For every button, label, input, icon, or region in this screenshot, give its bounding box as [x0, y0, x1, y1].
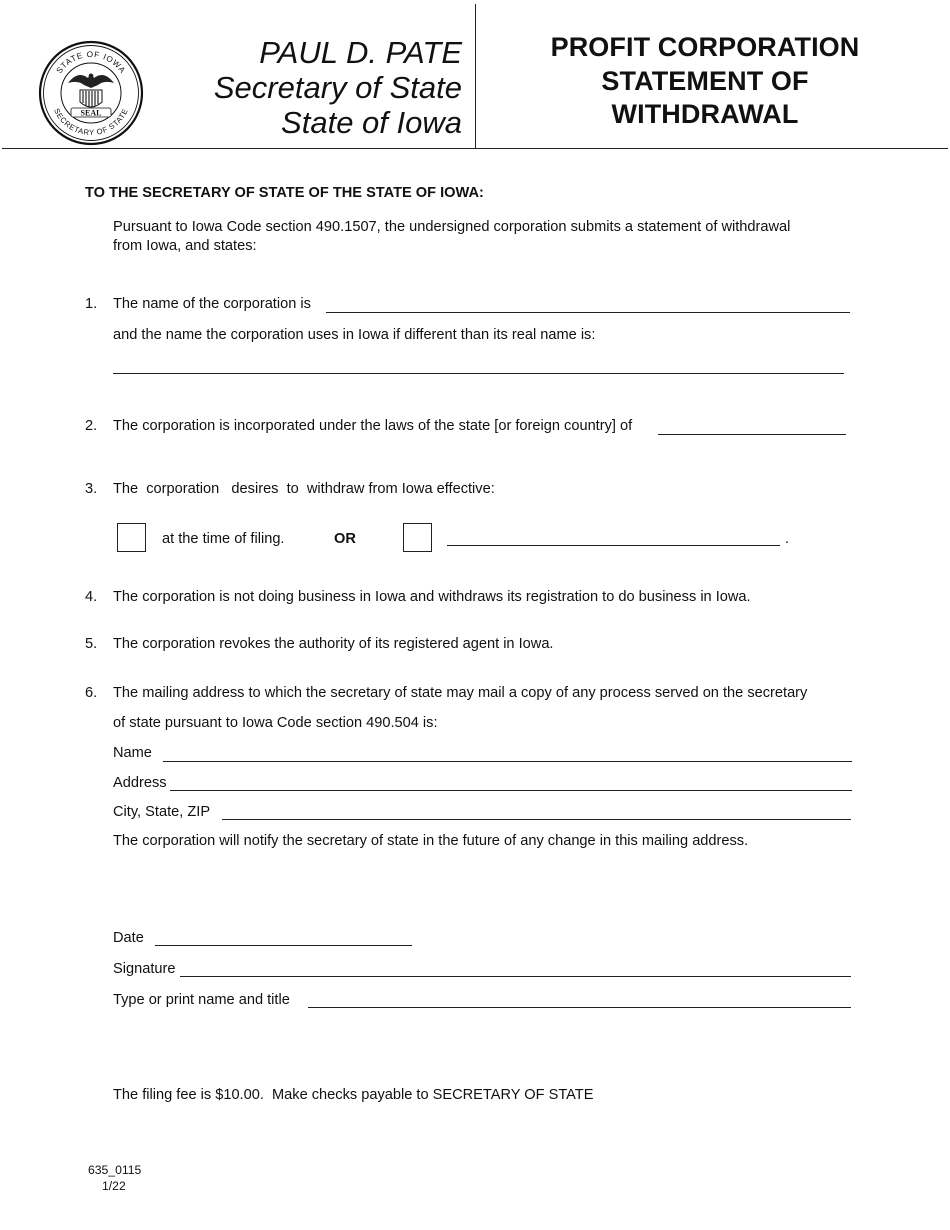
- form-title: [520, 31, 890, 132]
- mailing-address-field[interactable]: [170, 790, 852, 791]
- corporation-name-field[interactable]: [326, 312, 850, 313]
- print-name-title-field[interactable]: [308, 1007, 851, 1008]
- official-jurisdiction: State of Iowa: [281, 105, 462, 140]
- mailing-address-label: Address: [113, 775, 167, 791]
- mailing-address-text-line: of state pursuant to Iowa Code section 490.504 is:: [113, 715, 438, 731]
- item-number: 4.: [85, 589, 98, 605]
- alternate-name-field[interactable]: [113, 373, 844, 374]
- print-name-title-label: Type or print name and title: [113, 992, 290, 1008]
- form-title-line: STATEMENT OF: [601, 65, 809, 96]
- item-number: 2.: [85, 418, 98, 434]
- not-doing-business-statement: The corporation is not doing business in Iowa and withdraws its registration to do business in Iowa.: [113, 589, 751, 605]
- incorporation-state-label: The corporation is incorporated under the laws of the state [or foreign country] of: [113, 418, 633, 434]
- mailing-city-label: City, State, ZIP: [113, 804, 211, 820]
- time-of-filing-checkbox[interactable]: [117, 523, 146, 552]
- official-title: Secretary of State: [213, 70, 462, 105]
- signature-date-field[interactable]: [155, 945, 412, 946]
- svg-text:SECRETARY OF STATE: SECRETARY OF STATE: [52, 106, 130, 138]
- mailing-name-field[interactable]: [163, 761, 852, 762]
- filing-fee-note: The filing fee is $10.00. Make checks payable to SECRETARY OF STATE: [113, 1087, 594, 1103]
- date-end-period: .: [785, 531, 790, 547]
- header-divider-vertical: [475, 4, 476, 148]
- effective-date-field[interactable]: [447, 545, 780, 546]
- svg-text:SEAL: SEAL: [80, 108, 102, 118]
- specific-date-checkbox[interactable]: [403, 523, 432, 552]
- mailing-city-state-zip-field[interactable]: [222, 819, 851, 820]
- alternate-name-label: and the name the corporation uses in Iowa if different than its real name is:: [113, 327, 596, 343]
- withdrawal-effective-label: The corporation desires to withdraw from Iowa effective:: [113, 481, 495, 497]
- item-number: 6.: [85, 685, 98, 701]
- addressee-heading: TO THE SECRETARY OF STATE OF THE STATE OF IOWA:: [85, 185, 484, 201]
- corporation-name-label: The name of the corporation is: [113, 296, 311, 312]
- revoke-agent-statement: The corporation revokes the authority of its registered agent in Iowa.: [113, 636, 554, 652]
- address-change-notice: The corporation will notify the secretary of state in the future of any change in this mailing address.: [113, 833, 749, 849]
- header-divider-horizontal: [2, 148, 948, 149]
- form-revision: 1/22: [102, 1179, 126, 1193]
- mailing-address-text-line: The mailing address to which the secretary of state may mail a copy of any process served on the secretary: [113, 685, 808, 701]
- form-title-line: WITHDRAWAL: [611, 99, 799, 129]
- signature-field[interactable]: [180, 976, 851, 977]
- incorporation-state-field[interactable]: [658, 434, 846, 435]
- or-label: OR: [334, 531, 356, 547]
- signature-label: Signature: [113, 961, 176, 977]
- form-code: 635_0115: [88, 1163, 142, 1177]
- intro-text-line: Pursuant to Iowa Code section 490.1507, the undersigned corporation submits a statement of withdrawal: [113, 219, 791, 235]
- official-name: PAUL D. PATE: [259, 35, 462, 70]
- mailing-name-label: Name: [113, 745, 152, 761]
- item-number: 3.: [85, 481, 98, 497]
- state-seal-logo: [38, 40, 144, 146]
- intro-text-line: from Iowa, and states:: [113, 238, 257, 254]
- svg-text:STATE OF IOWA: STATE OF IOWA: [54, 49, 128, 76]
- item-number: 1.: [85, 296, 98, 312]
- form-title-line: PROFIT CORPORATION: [550, 32, 860, 62]
- item-number: 5.: [85, 636, 98, 652]
- time-of-filing-label: at the time of filing.: [162, 531, 285, 547]
- date-label: Date: [113, 930, 144, 946]
